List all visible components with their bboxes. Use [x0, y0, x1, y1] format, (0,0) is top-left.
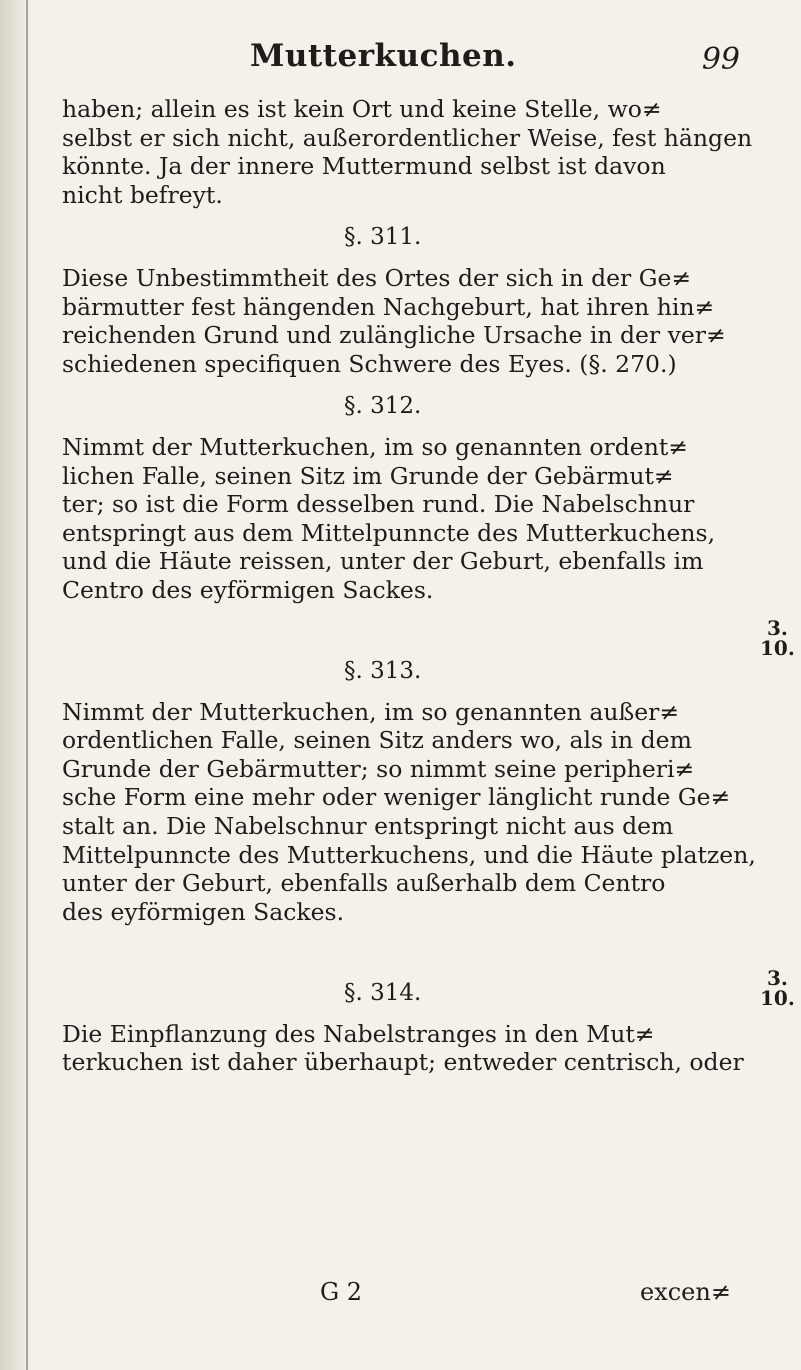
- text-line: Nimmt der Mutterkuchen, im so genannten ordent≠: [62, 432, 688, 461]
- text-line: schiedenen specifiquen Schwere des Eyes. (§. 270.): [62, 349, 677, 378]
- page-number: 99: [701, 42, 740, 77]
- margin-note: 3. 10.: [760, 616, 795, 660]
- text-line: entspringt aus dem Mittelpunncte des Mutterkuchens,: [62, 518, 716, 547]
- text-line: sche Form eine mehr oder weniger länglicht runde Ge≠: [62, 783, 731, 812]
- text-line: haben; allein es ist kein Ort und keine Stelle, wo≠: [62, 95, 662, 123]
- signature-mark: G 2: [320, 1278, 363, 1306]
- binding-edge: [0, 0, 34, 1370]
- section-heading-312: §. 312.: [344, 393, 422, 420]
- text-line: [62, 605, 762, 634]
- text-line: unter der Geburt, ebenfalls außerhalb dem Centro: [62, 869, 666, 898]
- margin-note: 3. 10.: [760, 966, 795, 1010]
- text-line: selbst er sich nicht, außerordentlicher Weise, fest hängen: [62, 123, 753, 152]
- section-heading-313: §. 313.: [344, 658, 422, 685]
- text-line: lichen Falle, seinen Sitz im Grunde der Gebärmut≠: [62, 461, 674, 490]
- text-line: Centro des eyförmigen Sackes.: [62, 575, 434, 604]
- text-line: nicht befreyt.: [62, 180, 223, 209]
- text-line: ter; so ist die Form desselben rund. Die Nabelschnur: [62, 490, 695, 519]
- page-header: [80, 38, 760, 82]
- text-line: Mittelpunncte des Mutterkuchens, und die Häute platzen,: [62, 840, 756, 869]
- text-line: Nimmt der Mutterkuchen, im so genannten außer≠: [62, 697, 680, 726]
- text-line: ordentlichen Falle, seinen Sitz anders wo, als in dem: [62, 726, 692, 755]
- running-title: Mutterkuchen.: [250, 38, 517, 74]
- text-line: Grunde der Gebärmutter; so nimmt seine peripheri≠: [62, 754, 695, 783]
- text-line: stalt an. Die Nabelschnur entspringt nicht aus dem: [62, 812, 674, 841]
- section-heading-311: §. 311.: [344, 224, 422, 251]
- text-line: [62, 926, 762, 955]
- text-line: reichenden Grund und zulängliche Ursache in der ver≠: [62, 321, 726, 350]
- text-line: Diese Unbestimmtheit des Ortes der sich in der Ge≠: [62, 263, 692, 292]
- text-line: und die Häute reissen, unter der Geburt, ebenfalls im: [62, 547, 704, 576]
- catchword: excen≠: [640, 1278, 731, 1306]
- text-line: könnte. Ja der innere Muttermund selbst ist davon: [62, 152, 666, 181]
- text-line: Die Einpflanzung des Nabelstranges in den Mut≠: [62, 1019, 655, 1048]
- text-line: bärmutter fest hängenden Nachgeburt, hat ihren hin≠: [62, 292, 715, 321]
- binding-line: [26, 0, 28, 1370]
- text-line: terkuchen ist daher überhaupt; entweder centrisch, oder: [62, 1048, 744, 1077]
- body-text: [62, 95, 762, 1077]
- section-heading-314: §. 314.: [344, 980, 422, 1007]
- page-footer: [80, 1278, 760, 1318]
- text-line: des eyförmigen Sackes.: [62, 897, 345, 926]
